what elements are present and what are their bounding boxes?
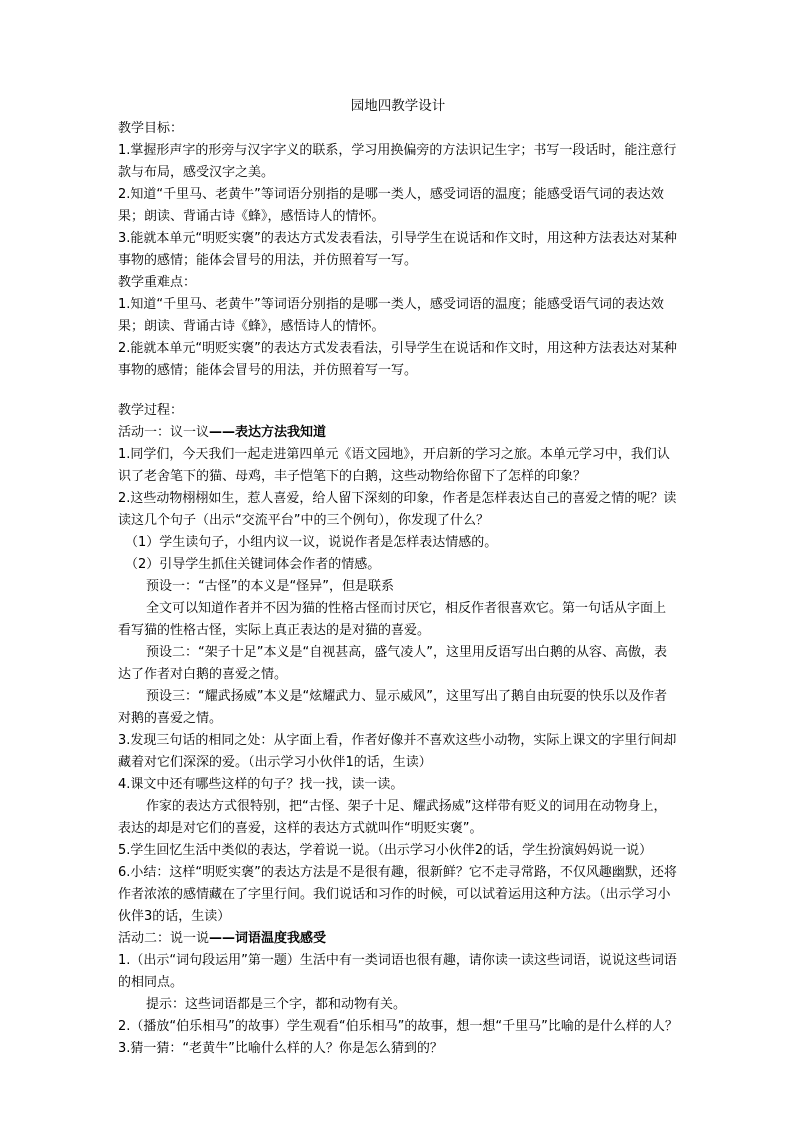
preset-line: 预设二：“架子十足”本义是“自视甚高，盛气凌人”，这里用反语写出白鹅的从容、高傲，表达了作者对白鹅的喜爱之情。 xyxy=(118,645,667,682)
key-heading: 教学重难点： xyxy=(118,275,197,290)
activity-2-prefix: 活动二：说一说 xyxy=(118,931,210,946)
goal-item: 3.能就本单元“明贬实褒”的表达方式发表看法，引导学生在说话和作文时，用这种方法表达对某种事物的感情；能体会冒号的用法，并仿照着写一写。 xyxy=(118,231,677,268)
activity-1-item: 6.小结：这样“明贬实褒”的表达方法是不是很有趣，很新鲜？它不走寻常路，不仅风趣幽默，还将作者浓浓的感情藏在了字里行间。我们说话和习作的时候，可以试着运用这种方法。（出示学习小伙伴3的话，生读） xyxy=(118,865,677,924)
activity-1-item: 5.学生回忆生活中类似的表达，学着说一说。（出示学习小伙伴2的话，学生扮演妈妈说一说） xyxy=(118,843,653,858)
activity-1-note: 作家的表达方式很特别，把“古怪、架子十足、耀武扬威”这样带有贬义的词用在动物身上，表达的却是对它们的喜爱，这样的表达方式就叫作“明贬实褒”。 xyxy=(118,799,667,836)
activity-2-hint: 提示：这些词语都是三个字，都和动物有关。 xyxy=(146,997,407,1012)
spacer xyxy=(118,382,678,400)
activity-2-item: 3.猜一猜：“老黄牛”比喻什么样的人？你是怎么猜到的？ xyxy=(118,1041,443,1056)
document-title: 园地四教学设计 xyxy=(350,98,446,114)
key-point-item: 2.能就本单元“明贬实褒”的表达方式发表看法，引导学生在说话和作文时，用这种方法表达对某种事物的感情；能体会冒号的用法，并仿照着写一写。 xyxy=(118,341,677,378)
activity-2-item: 2.（播放“伯乐相马”的故事）学生观看“伯乐相马”的故事，想一想“千里马”比喻的是什么样的人？ xyxy=(118,1019,678,1034)
activity-1-item: 4.课文中还有哪些这样的句子？找一找，读一读。 xyxy=(118,777,404,792)
activity-2-item: 1.（出示“词句段运用”第一题）生活中有一类词语也很有趣，请你读一读这些词语，说说这些词语的相同点。 xyxy=(118,953,677,990)
goals-heading: 教学目标： xyxy=(118,121,184,136)
preset-line: 预设三：“耀武扬威”本义是“炫耀武力、显示威风”，这里写出了鹅自由玩耍的快乐以及作者对鹅的喜爱之情。 xyxy=(118,689,667,726)
key-point-item: 1.知道“千里马、老黄牛”等词语分别指的是哪一类人，感受词语的温度；能感受语气词的表达效果；朗读、背诵古诗《蜂》，感悟诗人的情怀。 xyxy=(118,297,664,334)
activity-1-title: ——表达方法我知道 xyxy=(209,425,327,440)
preset-line: 全文可以知道作者并不因为猫的性格古怪而讨厌它，相反作者很喜欢它。第一句话从字面上看写猫的性格古怪，实际上真正表达的是对猫的喜爱。 xyxy=(118,601,667,638)
activity-1-subitem: （1）学生读句子，小组内议一议，说说作者是怎样表达情感的。 xyxy=(125,535,498,550)
activity-1-item: 3.发现三句话的相同之处：从字面上看，作者好像并不喜欢这些小动物，实际上课文的字里行间却藏着对它们深深的爱。（出示学习小伙伴1的话，生读） xyxy=(118,733,677,770)
activity-1-item: 1.同学们，今天我们一起走进第四单元《语文园地》，开启新的学习之旅。本单元学习中，我们认识了老舍笔下的猫、母鸡，丰子恺笔下的白鹅，这些动物给你留下了怎样的印象？ xyxy=(118,447,670,484)
activity-2-heading xyxy=(118,928,678,950)
goal-item: 2.知道“千里马、老黄牛”等词语分别指的是哪一类人，感受词语的温度；能感受语气词的表达效果；朗读、背诵古诗《蜂》，感悟诗人的情怀。 xyxy=(118,187,664,224)
preset-line: 预设一：“古怪”的本义是“怪异”，但是联系 xyxy=(146,579,394,594)
activity-1-subitem: （2）引导学生抓住关键词体会作者的情感。 xyxy=(125,557,381,572)
activity-1-prefix: 活动一：议一议 xyxy=(118,425,210,440)
activity-2-title: ——词语温度我感受 xyxy=(209,931,327,946)
goal-item: 1.掌握形声字的形旁与汉字字义的联系，学习用换偏旁的方法识记生字；书写一段话时，能注意行款与布局，感受汉字之美。 xyxy=(118,143,677,180)
document-page xyxy=(118,96,678,1060)
activity-1-item: 2.这些动物栩栩如生，惹人喜爱，给人留下深刻的印象，作者是怎样表达自己的喜爱之情的呢？读读这几个句子（出示“交流平台”中的三个例句），你发现了什么？ xyxy=(118,491,677,528)
activity-1-heading xyxy=(118,422,678,444)
process-heading: 教学过程： xyxy=(118,403,184,418)
